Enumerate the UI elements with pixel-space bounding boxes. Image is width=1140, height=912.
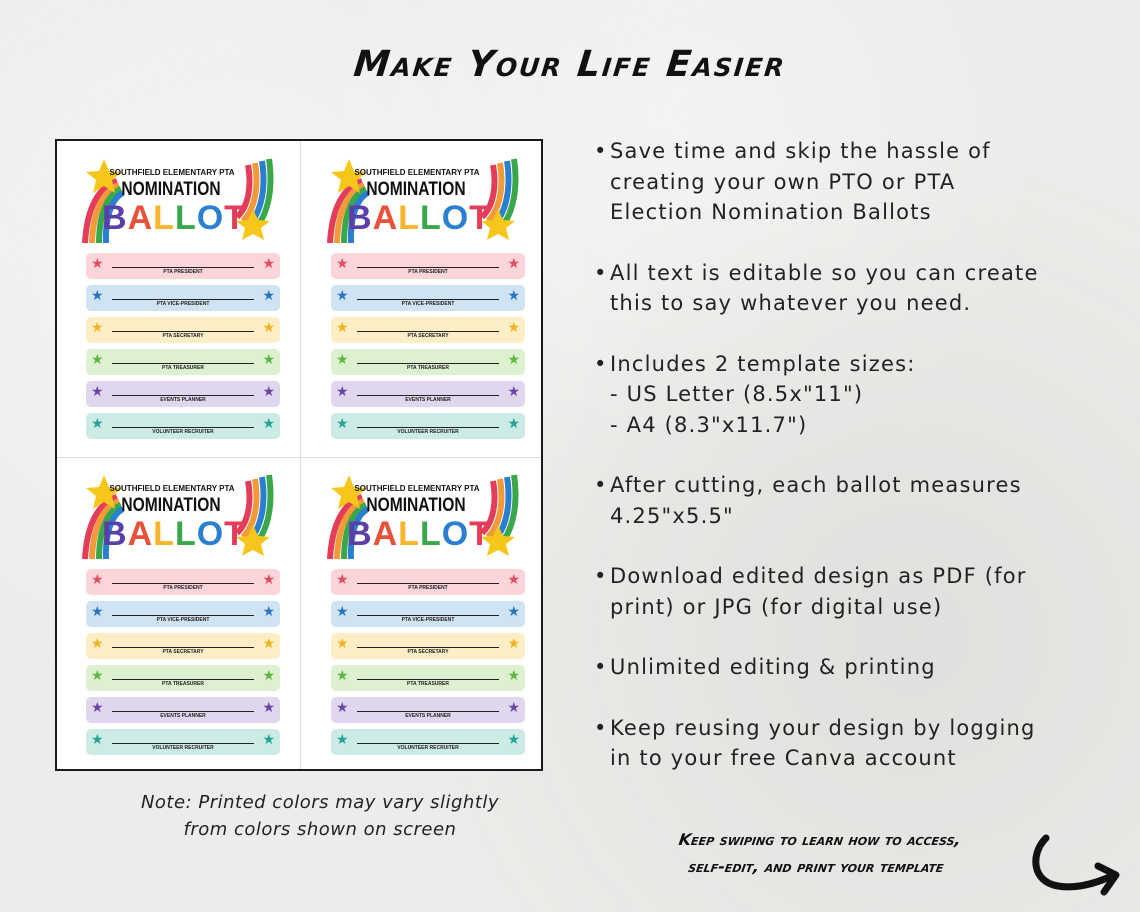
ballot-card (61, 463, 279, 763)
feature-bullet (594, 349, 1134, 441)
ballot-title-letter: L (174, 515, 197, 553)
ballot-title-letter: O (196, 199, 225, 237)
nomination-row (331, 569, 525, 595)
star-icon: ★ (507, 732, 520, 748)
star-icon: ★ (336, 700, 349, 716)
ballot-title-bottom (344, 515, 494, 554)
star-icon: ★ (262, 668, 275, 684)
star-icon: ★ (91, 700, 104, 716)
ballot-title-letter: B (347, 515, 373, 553)
write-in-line (357, 711, 499, 712)
nomination-rows (61, 569, 279, 761)
star-icon: ★ (507, 320, 520, 336)
position-label: PTA TREASURER (162, 681, 204, 687)
swipe-instruction: Keep swiping to learn how to access, self-edit, and print your template (677, 830, 963, 876)
position-label: PTA SECRETARY (407, 333, 449, 339)
write-in-line (112, 743, 254, 744)
cut-line-vertical (300, 141, 301, 769)
position-label: EVENTS PLANNER (405, 713, 451, 719)
position-label: EVENTS PLANNER (160, 397, 206, 403)
ballot-sheet-preview (55, 139, 543, 771)
feature-bullet (594, 561, 1134, 622)
ballot-title-letter: L (419, 515, 442, 553)
position-label: EVENTS PLANNER (160, 713, 206, 719)
star-icon: ★ (262, 416, 275, 432)
nomination-row (331, 253, 525, 279)
write-in-line (357, 363, 499, 364)
position-label: PTA SECRETARY (407, 649, 449, 655)
ballot-title-top: NOMINATION (366, 179, 466, 200)
nomination-row (331, 601, 525, 627)
star-icon: ★ (336, 320, 349, 336)
ballot-title-bottom (99, 515, 249, 554)
star-icon: ★ (336, 256, 349, 272)
write-in-line (357, 427, 499, 428)
nomination-row (86, 253, 280, 279)
star-icon: ★ (507, 604, 520, 620)
nomination-row (331, 413, 525, 439)
write-in-line (112, 395, 254, 396)
nomination-row (86, 285, 280, 311)
ballot-title-top: NOMINATION (121, 179, 221, 200)
nomination-row (86, 317, 280, 343)
star-icon: ★ (336, 732, 349, 748)
write-in-line (112, 711, 254, 712)
star-icon: ★ (262, 636, 275, 652)
feature-bullet (594, 713, 1134, 774)
bullet-dot: • (594, 260, 608, 285)
feature-text: Unlimited editing & printing (610, 655, 936, 679)
ballot-title-letter: L (153, 515, 175, 553)
star-icon: ★ (262, 352, 275, 368)
ballot-title-letter: L (419, 199, 442, 237)
feature-list (594, 136, 1134, 804)
star-icon: ★ (507, 700, 520, 716)
star-icon: ★ (336, 668, 349, 684)
school-name: SOUTHFIELD ELEMENTARY PTA (354, 168, 480, 177)
position-label: VOLUNTEER RECRUITER (397, 429, 459, 435)
nomination-row (86, 413, 280, 439)
feature-text: After cutting, each ballot measures 4.25"x5.5" (610, 473, 1022, 528)
ballot-card (306, 463, 524, 763)
nomination-row (331, 349, 525, 375)
star-icon: ★ (91, 572, 104, 588)
star-icon: ★ (507, 668, 520, 684)
ballot-title-letter: T (469, 199, 491, 237)
write-in-line (112, 679, 254, 680)
star-icon: ★ (507, 384, 520, 400)
ballot-header (61, 463, 279, 563)
ballot-title-letter: B (102, 199, 128, 237)
position-label: PTA VICE-PRESIDENT (156, 301, 210, 307)
star-icon: ★ (262, 732, 275, 748)
feature-text: All text is editable so you can create this to say whatever you need. (610, 260, 1039, 315)
write-in-line (112, 427, 254, 428)
ballot-card (61, 147, 279, 447)
write-in-line (112, 615, 254, 616)
star-icon: ★ (336, 636, 349, 652)
ballot-title-letter: A (372, 515, 399, 553)
print-color-note: Note: Printed colors may vary slightly from colors shown on screen (140, 792, 500, 840)
star-icon: ★ (262, 572, 275, 588)
star-icon: ★ (262, 700, 275, 716)
star-icon: ★ (91, 384, 104, 400)
write-in-line (112, 583, 254, 584)
position-label: PTA TREASURER (162, 365, 204, 371)
ballot-title-letter: L (398, 199, 420, 237)
star-icon: ★ (91, 636, 104, 652)
position-label: PTA PRESIDENT (163, 269, 203, 275)
star-icon: ★ (91, 256, 104, 272)
write-in-line (357, 267, 499, 268)
nomination-row (331, 665, 525, 691)
nomination-row (331, 697, 525, 723)
feature-text: Includes 2 template sizes: - US Letter (8.5x"11") - A4 (8.3"x11.7") (610, 351, 916, 437)
ballot-title-bottom (344, 199, 494, 238)
star-icon: ★ (91, 352, 104, 368)
position-label: PTA SECRETARY (162, 333, 204, 339)
write-in-line (357, 583, 499, 584)
position-label: VOLUNTEER RECRUITER (397, 745, 459, 751)
star-icon: ★ (507, 256, 520, 272)
star-icon: ★ (262, 256, 275, 272)
nomination-row (331, 285, 525, 311)
star-icon: ★ (91, 668, 104, 684)
bullet-dot: • (594, 564, 608, 588)
nomination-rows (306, 253, 524, 445)
write-in-line (112, 299, 254, 300)
school-name: SOUTHFIELD ELEMENTARY PTA (109, 484, 235, 493)
ballot-title-letter: O (196, 515, 225, 553)
ballot-title-top: NOMINATION (121, 495, 221, 516)
position-label: EVENTS PLANNER (405, 397, 451, 403)
ballot-header (61, 147, 279, 247)
ballot-card (306, 147, 524, 447)
ballot-title-bottom (99, 199, 249, 238)
write-in-line (112, 647, 254, 648)
position-label: VOLUNTEER RECRUITER (152, 745, 214, 751)
star-icon: ★ (91, 288, 104, 304)
ballot-title-letter: A (372, 199, 399, 237)
ballot-title-letter: A (127, 199, 154, 237)
feature-text: Download edited design as PDF (for print) or JPG (for digital use) (610, 564, 1027, 619)
position-label: PTA PRESIDENT (408, 269, 448, 275)
star-icon: ★ (507, 288, 520, 304)
star-icon: ★ (507, 416, 520, 432)
headline: Make Your Life Easier (351, 44, 789, 85)
write-in-line (112, 331, 254, 332)
position-label: PTA VICE-PRESIDENT (401, 301, 455, 307)
position-label: PTA VICE-PRESIDENT (401, 617, 455, 623)
star-icon: ★ (336, 288, 349, 304)
ballot-header (306, 147, 524, 247)
star-icon: ★ (91, 604, 104, 620)
star-icon: ★ (507, 572, 520, 588)
ballot-title-letter: B (347, 199, 373, 237)
nomination-rows (306, 569, 524, 761)
nomination-row (86, 381, 280, 407)
feature-text: Keep reusing your design by logging in to your free Canva account (610, 715, 1036, 770)
star-icon: ★ (91, 732, 104, 748)
position-label: PTA PRESIDENT (408, 585, 448, 591)
nomination-row (331, 317, 525, 343)
position-label: VOLUNTEER RECRUITER (152, 429, 214, 435)
feature-bullet (594, 652, 1134, 683)
write-in-line (112, 267, 254, 268)
nomination-row (86, 633, 280, 659)
feature-bullet (594, 136, 1134, 228)
ballot-title-letter: O (441, 199, 470, 237)
nomination-rows (61, 253, 279, 445)
position-label: PTA VICE-PRESIDENT (156, 617, 210, 623)
nomination-row (331, 729, 525, 755)
nomination-row (86, 665, 280, 691)
ballot-title-letter: O (441, 515, 470, 553)
star-icon: ★ (336, 384, 349, 400)
ballot-title-letter: B (102, 515, 128, 553)
curved-arrow-icon (1028, 832, 1124, 902)
ballot-title-letter: T (224, 199, 246, 237)
feature-text: Save time and skip the hassle of creating your own PTO or PTA Election Nomination Ballots (610, 139, 991, 224)
write-in-line (357, 395, 499, 396)
bullet-dot: • (594, 473, 608, 497)
star-icon: ★ (507, 636, 520, 652)
star-icon: ★ (262, 384, 275, 400)
write-in-line (357, 615, 499, 616)
write-in-line (357, 647, 499, 648)
bullet-dot: • (594, 715, 608, 740)
ballot-title-letter: T (224, 515, 246, 553)
ballot-title-letter: L (153, 199, 175, 237)
position-label: PTA TREASURER (407, 681, 449, 687)
star-icon: ★ (91, 416, 104, 432)
bullet-dot: • (594, 139, 608, 163)
nomination-row (86, 697, 280, 723)
star-icon: ★ (262, 288, 275, 304)
ballot-title-letter: L (174, 199, 197, 237)
position-label: PTA TREASURER (407, 365, 449, 371)
nomination-row (86, 729, 280, 755)
position-label: PTA PRESIDENT (163, 585, 203, 591)
nomination-row (331, 381, 525, 407)
feature-bullet (594, 470, 1134, 531)
nomination-row (86, 569, 280, 595)
star-icon: ★ (262, 320, 275, 336)
nomination-row (86, 601, 280, 627)
bullet-dot: • (594, 655, 608, 679)
feature-bullet (594, 258, 1134, 319)
write-in-line (357, 679, 499, 680)
star-icon: ★ (336, 604, 349, 620)
school-name: SOUTHFIELD ELEMENTARY PTA (109, 168, 235, 177)
ballot-header (306, 463, 524, 563)
ballot-title-letter: A (127, 515, 154, 553)
ballot-title-letter: L (398, 515, 420, 553)
write-in-line (357, 743, 499, 744)
star-icon: ★ (336, 416, 349, 432)
ballot-title-top: NOMINATION (366, 495, 466, 516)
write-in-line (357, 299, 499, 300)
school-name: SOUTHFIELD ELEMENTARY PTA (354, 484, 480, 493)
star-icon: ★ (262, 604, 275, 620)
ballot-title-letter: T (469, 515, 491, 553)
star-icon: ★ (336, 572, 349, 588)
position-label: PTA SECRETARY (162, 649, 204, 655)
star-icon: ★ (336, 352, 349, 368)
write-in-line (112, 363, 254, 364)
star-icon: ★ (507, 352, 520, 368)
star-icon: ★ (91, 320, 104, 336)
cut-line-horizontal (57, 457, 541, 458)
bullet-dot: • (594, 351, 608, 376)
nomination-row (331, 633, 525, 659)
nomination-row (86, 349, 280, 375)
write-in-line (357, 331, 499, 332)
